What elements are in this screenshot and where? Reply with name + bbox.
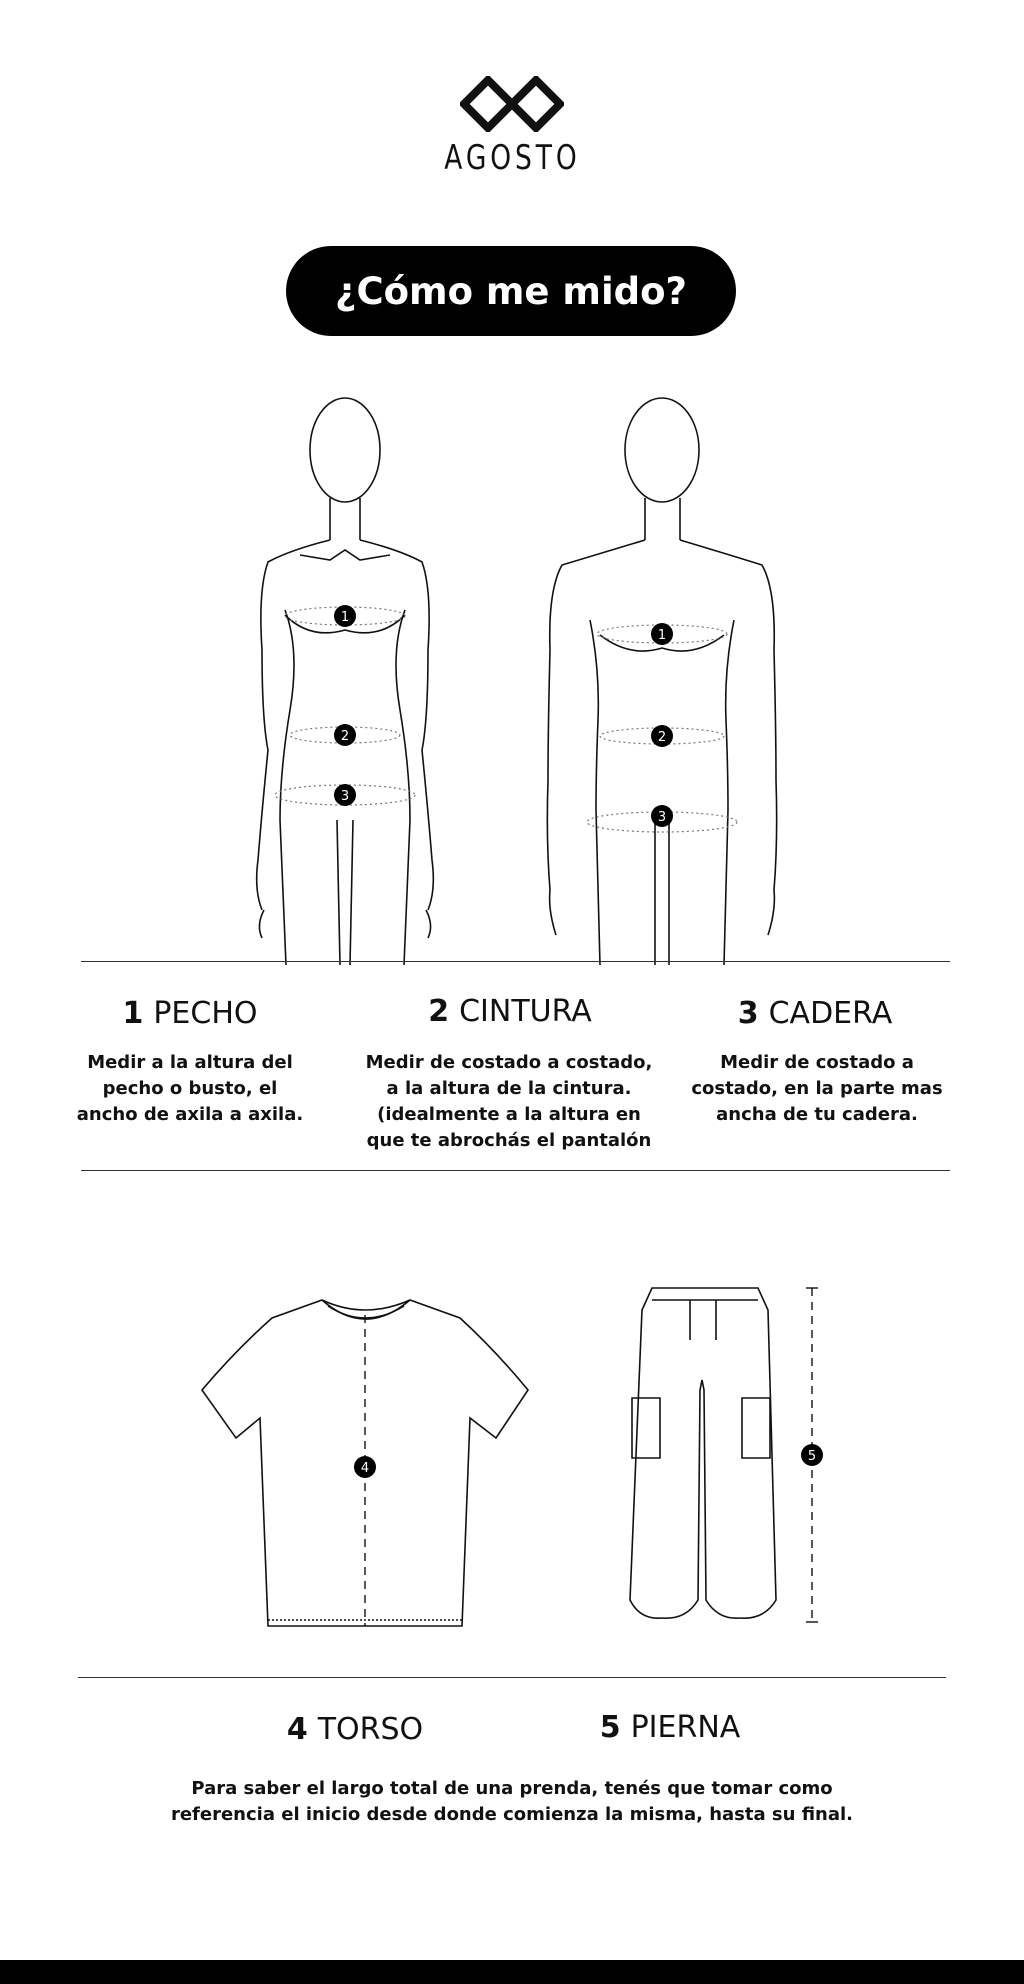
pants-drawing (630, 1288, 776, 1618)
svg-text:1: 1 (657, 628, 667, 643)
divider (81, 1170, 950, 1171)
svg-text:2: 2 (657, 730, 667, 745)
svg-text:4: 4 (360, 1461, 370, 1476)
body-marker-2 (334, 724, 356, 746)
divider (78, 1677, 946, 1678)
svg-text:3: 3 (340, 789, 350, 804)
brand-name: AGOSTO (443, 138, 581, 178)
body-marker-1-male (651, 623, 673, 645)
body-figures-illustration (0, 390, 1024, 965)
length-description: Para saber el largo total de una prenda, tenés que tomar como referencia el inicio desde donde comienza la misma, hasta su final. (170, 1778, 854, 1825)
infinity-diamond-icon (460, 76, 564, 132)
length-title-pierna: 5 PIERNA (599, 1710, 741, 1745)
body-marker-1 (334, 605, 356, 627)
measure-title-pecho: 1 PECHO (122, 996, 258, 1031)
garments-illustration (0, 1270, 1024, 1650)
garment-marker-4 (354, 1456, 376, 1478)
body-marker-2-male (651, 725, 673, 747)
divider (81, 961, 950, 962)
male-figure (547, 398, 776, 965)
measure-title-cintura: 2 CINTURA (428, 994, 592, 1029)
length-title-torso: 4 TORSO (286, 1712, 424, 1747)
measure-desc-cadera: Medir de costado a costado, en la parte mas ancha de tu cadera. (691, 1052, 943, 1125)
body-marker-3 (334, 784, 356, 806)
brand-logo (0, 76, 1024, 178)
footer-bar (0, 1960, 1024, 1984)
measure-desc-pecho: Medir a la altura del pecho o busto, el ancho de axila a axila. (76, 1052, 304, 1125)
svg-text:5: 5 (807, 1449, 817, 1464)
garment-marker-5 (801, 1444, 823, 1466)
svg-text:3: 3 (657, 810, 667, 825)
body-marker-3-male (651, 805, 673, 827)
svg-text:2: 2 (340, 729, 350, 744)
page-title: ¿Cómo me mido? (286, 246, 736, 336)
measure-desc-cintura: Medir de costado a costado, a la altura de la cintura. (idealmente a la altura en que te abrochás el pantalón (365, 1052, 653, 1151)
svg-text:1: 1 (340, 610, 350, 625)
measure-title-cadera: 3 CADERA (737, 996, 893, 1031)
female-figure (257, 398, 434, 965)
